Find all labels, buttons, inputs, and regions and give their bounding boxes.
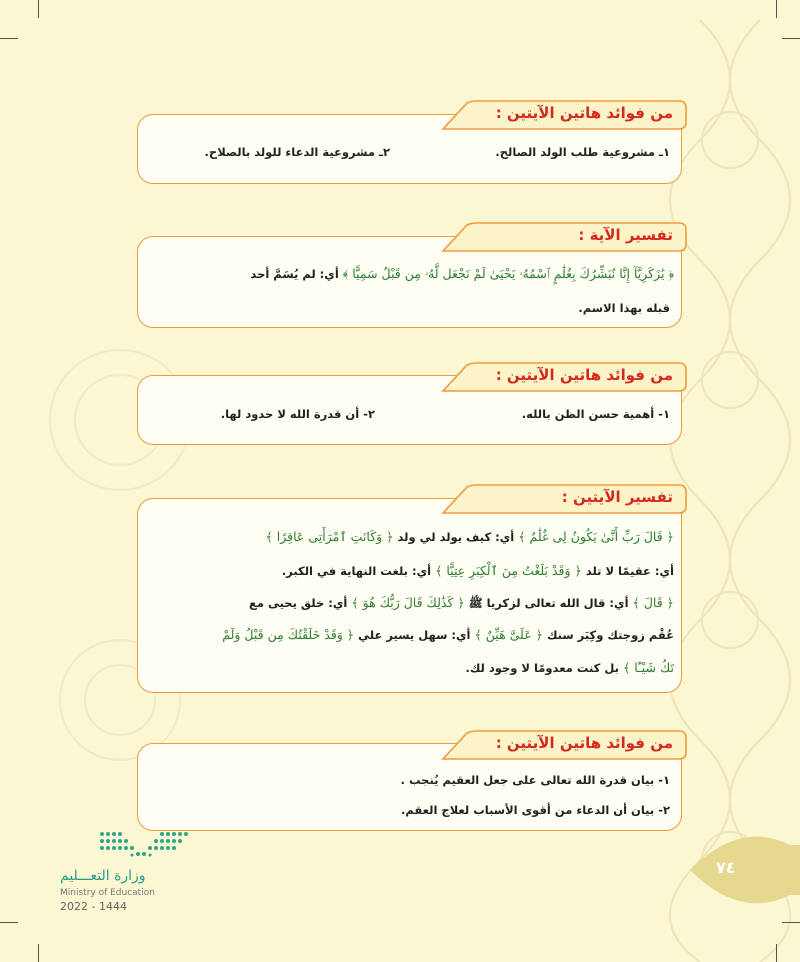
quran-verse: ﴿ كَذَٰلِكَ قَالَ رَبُّكَ هُوَ ﴾ [351, 595, 465, 610]
crop-mark [0, 38, 18, 39]
quran-verse: ﴿ قَالَ رَبِّ أَنَّىٰ يَكُونُ لِى غُلَٰمٌ ﴾ [518, 529, 674, 544]
tafsir-line [265, 529, 674, 544]
page-number: ٧٤ [716, 858, 736, 877]
crop-mark [38, 944, 39, 962]
crop-mark [38, 0, 39, 18]
quran-verse: ﴿ قَالَ ﴾ [632, 595, 674, 610]
section-title-tab [415, 362, 687, 392]
tafsir-text: أي: لم يُسَمَّ أحد [250, 267, 339, 281]
tafsir-text: أي: كيف يولد لي ولد [397, 530, 515, 544]
tafsir-text: أي: قال الله تعالى لزكريا ﷺ [468, 596, 629, 610]
tafsir-text: أي: بلغت النهاية في الكبر. [281, 564, 432, 578]
tafsir-text: أي: سهل يسير علي [358, 628, 471, 642]
section-title-tab [415, 484, 687, 514]
quran-verse: ﴿ يَٰزَكَرِيَّآ إِنَّا نُبَشِّرُكَ بِغُلَٰمٍ ٱسْمُهُۥ يَحْيَىٰ لَمْ نَجْعَل لَّهُۥ مِن قَبْلُ سَمِيًّا ﴾ [342, 266, 674, 281]
section-title-tab [415, 222, 687, 252]
benefit-item: ١- بيان قدرة الله تعالى على جعل العقيم يُنجب . [400, 773, 670, 787]
section-title: من فوائد هاتين الآيتين : [495, 734, 673, 752]
crop-mark [782, 922, 800, 923]
section-title: من فوائد هاتين الآيتين : [495, 104, 673, 122]
benefit-item: ١ـ مشروعية طلب الولد الصالح. [495, 145, 670, 159]
tafsir-line [282, 563, 674, 578]
tafsir-text: بل كنت معدومًا لا وجود لك. [465, 661, 619, 675]
tafsir-text: أي: خلق يحيى مع [249, 596, 348, 610]
benefit-item: ٢- أن قدرة الله لا حدود لها. [220, 407, 375, 421]
benefit-item: ٢- بيان أن الدعاء من أقوى الأسباب لعلاج العقم. [400, 803, 670, 817]
benefit-item: ١- أهمية حسن الظن بالله. [521, 407, 670, 421]
section-title-tab [415, 100, 687, 130]
ministry-name-en: Ministry of Education [60, 888, 155, 898]
quran-verse: تَكُ شَيْـًٔا ﴾ [622, 660, 674, 675]
quran-verse: ﴿ وَكَانَتِ ٱمْرَأَتِى عَاقِرًا ﴾ [265, 529, 394, 544]
section-title-tab [415, 730, 687, 760]
tafsir-text: أي: عقيمًا لا تلد [585, 564, 674, 578]
tafsir-line [222, 627, 674, 642]
quran-verse: ﴿ عَلَىَّ هَيِّنٌ ﴾ [474, 627, 543, 642]
tafsir-line [250, 266, 674, 282]
section-title: تفسير الآيتين : [561, 488, 673, 506]
crop-mark [782, 38, 800, 39]
crop-mark [776, 0, 777, 18]
dots-logo-icon [96, 828, 192, 860]
edition-year: 2022 - 1444 [60, 900, 127, 913]
tafsir-text: عُقْم زوجتك وكِبَر سنك [546, 628, 674, 642]
crop-mark [0, 922, 18, 923]
benefit-item: ٢ـ مشروعية الدعاء للولد بالصلاح. [204, 145, 390, 159]
crop-mark [776, 944, 777, 962]
section-title: من فوائد هاتين الآيتين : [495, 366, 673, 384]
quran-verse: ﴿ وَقَدْ خَلَقْتُكَ مِن قَبْلُ وَلَمْ [222, 627, 355, 642]
tafsir-line [249, 595, 674, 613]
tafsir-line [465, 660, 674, 675]
section-title: تفسير الآية : [578, 226, 673, 244]
tafsir-line: قبله بهذا الاسم. [578, 301, 670, 315]
quran-verse: ﴿ وَقَدْ بَلَغْتُ مِنَ ٱلْكِبَرِ عِتِيًّا ﴾ [435, 563, 582, 578]
ministry-name-ar: وزارة التعـــليم [60, 868, 146, 884]
